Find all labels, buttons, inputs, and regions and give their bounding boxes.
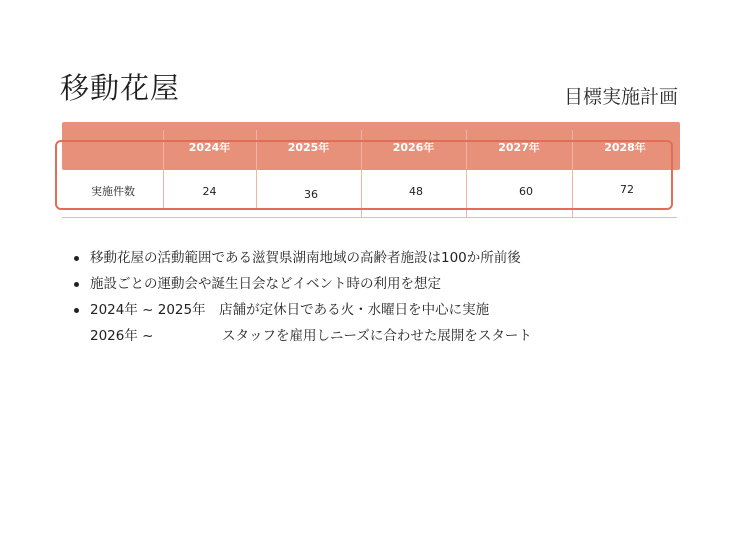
- table-header-year: 2026年: [392, 141, 435, 154]
- list-item-text: 2024年 ~ 2025年 店舗が定休日である火・水曜日を中心に実施: [90, 302, 490, 318]
- table-cell-value: 48: [409, 185, 423, 198]
- page-title: 移動花屋: [60, 71, 181, 105]
- table-cell-value: 24: [202, 185, 217, 198]
- table-cell-value: 60: [519, 185, 533, 198]
- list-item-text: 施設ごとの運動会や誕生日会などイベント時の利用を想定: [90, 276, 441, 292]
- continuation-period: 2026年 ~: [90, 328, 154, 344]
- list-item: [72, 274, 692, 300]
- table-header-year: 2028年: [604, 141, 646, 154]
- list-item-text: 移動花屋の活動範囲である滋賀県湖南地域の高齢者施設は100か所前後: [90, 250, 521, 266]
- list-item: [72, 300, 692, 326]
- table-header-year: 2025年: [287, 141, 330, 154]
- list-item: [72, 248, 692, 274]
- bullet-icon: [74, 282, 79, 287]
- bullet-list: [72, 248, 692, 352]
- table-cell-value: 36: [304, 188, 318, 201]
- table-row-label: 実施件数: [91, 185, 135, 198]
- table-cell-value: 72: [620, 183, 634, 196]
- bullet-icon: [74, 256, 79, 261]
- continuation-text: スタッフを雇用しニーズに合わせた展開をスタート: [222, 328, 532, 344]
- table-header-year: 2027年: [498, 141, 540, 154]
- list-item-continuation: [72, 326, 692, 352]
- table-header-year: 2024年: [188, 141, 231, 154]
- table-bottom-rule: [62, 217, 677, 218]
- bullet-icon: [74, 308, 79, 313]
- page-subtitle: 目標実施計画: [563, 86, 678, 108]
